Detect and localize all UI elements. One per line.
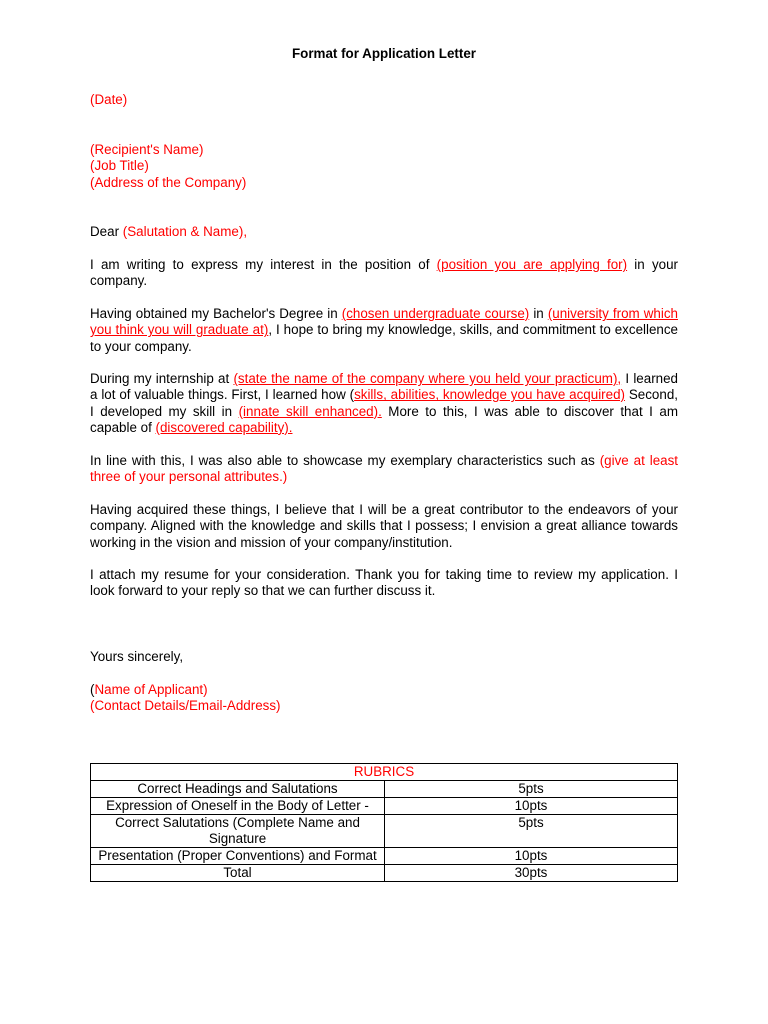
recipient-block (90, 142, 678, 191)
salutation-placeholder: (Salutation & Name), (122, 224, 248, 239)
position-placeholder: (position you are applying for) (436, 257, 628, 272)
paragraph-degree (90, 306, 678, 355)
rubric-criterion: Presentation (Proper Conventions) and Format (91, 848, 385, 865)
attributes-placeholder: (give at least three of your personal attributes.) (90, 453, 679, 485)
p3-text-4: More to this, I was able to discover that I am capable of (90, 403, 678, 435)
university-placeholder: (university from which you think you will graduate at) (90, 306, 678, 338)
p1-text-1: I am writing to express my interest in the position of (90, 257, 437, 272)
course-placeholder: (chosen undergraduate course) (341, 306, 530, 321)
skills-placeholder: skills, abilities, knowledge you have acquired) (354, 387, 625, 403)
rubric-points: 10pts (385, 848, 678, 865)
closing-line: Yours sincerely, (90, 649, 184, 664)
table-row (91, 798, 678, 815)
rubric-criterion: Correct Headings and Salutations (91, 781, 385, 798)
rubric-points: 5pts (385, 781, 678, 798)
p4-text-1: In line with this, I was also able to showcase my exemplary characteristics such as (90, 453, 600, 468)
rubric-points: 30pts (385, 865, 678, 882)
salutation-line (90, 224, 678, 240)
paragraph-closing-remarks: I attach my resume for your consideration. Thank you for taking time to review my application. I look forward to your reply so that we can further discuss it. (90, 567, 678, 599)
paragraph-interest (90, 257, 678, 290)
rubrics-header: RUBRICS (91, 764, 678, 781)
innate-skill-placeholder: (innate skill enhanced). (238, 403, 382, 419)
table-row (91, 781, 678, 798)
table-row (91, 848, 678, 865)
company-placeholder: (state the name of the company where you held your practicum), (233, 371, 622, 386)
salutation-prefix: Dear (90, 224, 123, 239)
signature-block (90, 682, 678, 715)
document-title: Format for Application Letter (291, 46, 476, 61)
applicant-name-line (90, 682, 678, 698)
table-row (91, 815, 678, 848)
recipient-job-title: (Job Title) (90, 158, 149, 174)
rubric-criterion: Correct Salutations (Complete Name and Signature (91, 815, 385, 848)
rubrics-table (90, 763, 678, 882)
date-placeholder: (Date) (90, 92, 128, 107)
applicant-name-placeholder: Name of Applicant) (94, 682, 208, 697)
rubric-criterion: Total (91, 865, 385, 882)
paragraph-contributor: Having acquired these things, I believe that I will be a great contributor to the endeavors of your company. Aligned with the knowledge and skills that I possess; I envision a great alliance towards working in the vision and mission of your company/institution. (90, 502, 678, 550)
p3-text-3: Second, I developed my skill in (90, 387, 678, 419)
rubric-points: 10pts (385, 798, 678, 815)
p2-text-1: Having obtained my Bachelor's Degree in (90, 306, 342, 321)
rubric-criterion: Expression of Oneself in the Body of Letter - (91, 798, 385, 815)
contact-details-placeholder: (Contact Details/Email-Address) (90, 698, 281, 714)
p1-text-2: in your company. (90, 257, 678, 289)
capability-placeholder: (discovered capability). (155, 419, 293, 435)
rubric-points: 5pts (385, 815, 678, 848)
paragraph-internship (90, 371, 678, 436)
p2-text-3: , I hope to bring my knowledge, skills, and commitment to excellence to your company. (90, 322, 679, 354)
rubrics-header-row (91, 764, 678, 781)
signature-paren: ( (90, 682, 95, 697)
recipient-name: (Recipient's Name) (90, 142, 204, 157)
p2-text-2: in (529, 306, 548, 321)
table-row (91, 865, 678, 882)
p3-text-2: I learned a lot of valuable things. First, I learned how ( (90, 371, 678, 403)
paragraph-characteristics (90, 453, 678, 486)
p3-text-1: During my internship at (90, 371, 234, 386)
recipient-address: (Address of the Company) (90, 174, 247, 190)
